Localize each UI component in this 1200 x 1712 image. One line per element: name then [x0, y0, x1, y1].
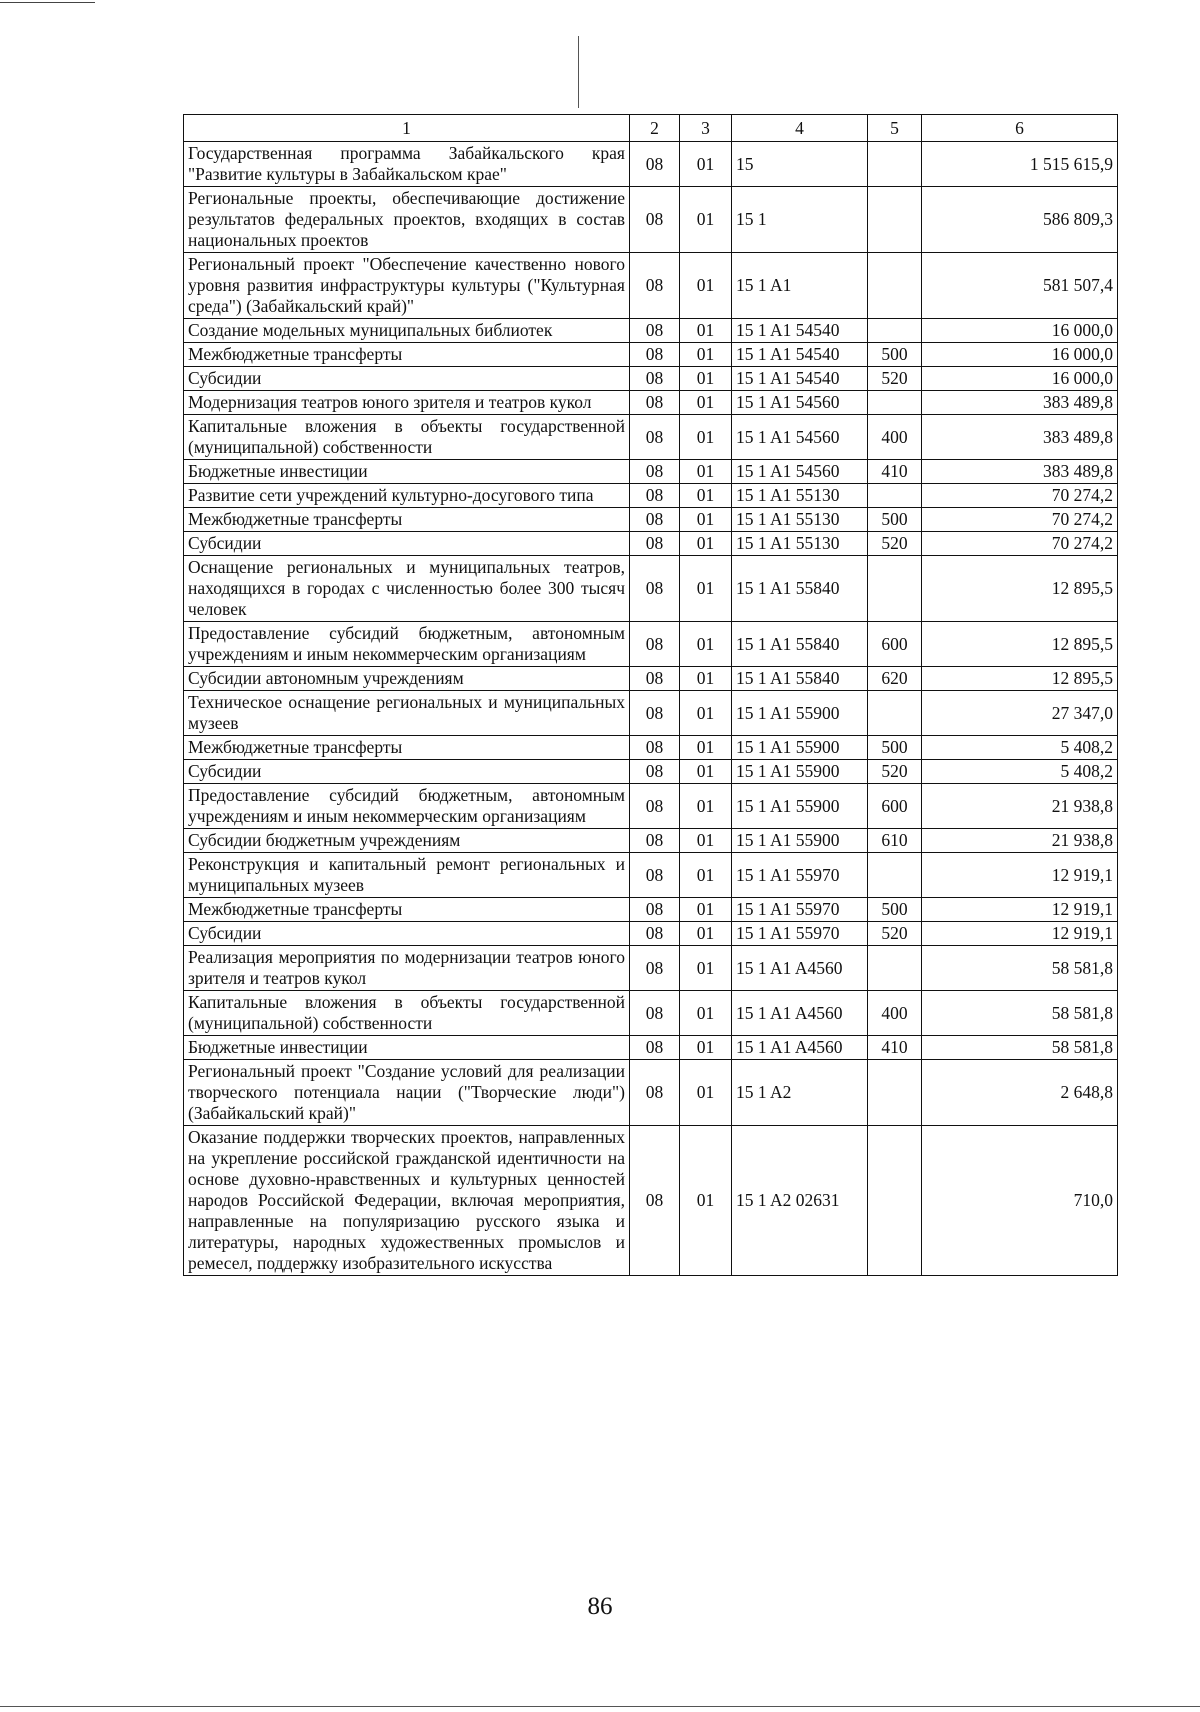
table-row: [184, 1036, 1118, 1060]
row-expense-type-cell: [868, 946, 922, 991]
row-expense-type-cell: [868, 556, 922, 622]
row-subsection-cell: 01: [680, 760, 732, 784]
row-amount-cell: 27 347,0: [922, 691, 1118, 736]
row-section-cell: 08: [630, 142, 680, 187]
row-amount-cell: 12 895,5: [922, 622, 1118, 667]
row-expense-type-cell: 620: [868, 667, 922, 691]
row-amount-cell: 58 581,8: [922, 946, 1118, 991]
row-name-cell: Бюджетные инвестиции: [184, 460, 630, 484]
row-amount-cell: 383 489,8: [922, 415, 1118, 460]
row-section-cell: 08: [630, 622, 680, 667]
table-row: [184, 460, 1118, 484]
row-section-cell: 08: [630, 853, 680, 898]
row-name-cell: Субсидии бюджетным учреждениям: [184, 829, 630, 853]
row-amount-cell: 12 919,1: [922, 922, 1118, 946]
scan-fold-line: [578, 36, 579, 108]
row-subsection-cell: 01: [680, 1060, 732, 1126]
row-expense-type-cell: 520: [868, 760, 922, 784]
row-subsection-cell: 01: [680, 460, 732, 484]
row-expense-type-cell: 500: [868, 898, 922, 922]
row-subsection-cell: 01: [680, 367, 732, 391]
row-subsection-cell: 01: [680, 784, 732, 829]
row-target-article-cell: 15 1 A1 54560: [732, 391, 868, 415]
row-expense-type-cell: 610: [868, 829, 922, 853]
table-body: [184, 142, 1118, 1276]
row-subsection-cell: 01: [680, 898, 732, 922]
row-name-cell: Реализация мероприятия по модернизации театров юного зрителя и театров кукол: [184, 946, 630, 991]
table-row: [184, 556, 1118, 622]
row-name-cell: Бюджетные инвестиции: [184, 1036, 630, 1060]
header-col-2: 2: [630, 115, 680, 142]
row-subsection-cell: 01: [680, 187, 732, 253]
row-target-article-cell: 15 1 A1 55840: [732, 667, 868, 691]
row-target-article-cell: 15 1 A1 54540: [732, 319, 868, 343]
row-name-cell: Региональный проект "Обеспечение качественно нового уровня развития инфраструктуры культуры ("Культурная среда") (Забайкальский край)": [184, 253, 630, 319]
row-amount-cell: 16 000,0: [922, 319, 1118, 343]
row-subsection-cell: 01: [680, 736, 732, 760]
row-expense-type-cell: [868, 853, 922, 898]
row-expense-type-cell: 520: [868, 367, 922, 391]
row-target-article-cell: 15 1 A1 55840: [732, 556, 868, 622]
row-target-article-cell: 15 1 A1 55130: [732, 484, 868, 508]
row-target-article-cell: 15 1 A1: [732, 253, 868, 319]
row-section-cell: 08: [630, 556, 680, 622]
row-name-cell: Техническое оснащение региональных и муниципальных музеев: [184, 691, 630, 736]
row-section-cell: 08: [630, 508, 680, 532]
table-header-row: [184, 115, 1118, 142]
row-section-cell: 08: [630, 343, 680, 367]
row-target-article-cell: 15 1 A1 55970: [732, 922, 868, 946]
budget-table: [183, 114, 1118, 1276]
header-col-6: 6: [922, 115, 1118, 142]
scan-edge-line-top: [0, 2, 95, 3]
row-amount-cell: 16 000,0: [922, 367, 1118, 391]
row-name-cell: Субсидии: [184, 922, 630, 946]
row-amount-cell: 586 809,3: [922, 187, 1118, 253]
row-name-cell: Капитальные вложения в объекты государственной (муниципальной) собственности: [184, 415, 630, 460]
row-section-cell: 08: [630, 736, 680, 760]
row-name-cell: Государственная программа Забайкальского края "Развитие культуры в Забайкальском крае": [184, 142, 630, 187]
row-target-article-cell: 15 1 A1 A4560: [732, 1036, 868, 1060]
row-subsection-cell: 01: [680, 922, 732, 946]
row-name-cell: Оказание поддержки творческих проектов, направленных на укрепление российской гражданской идентичности на основе духовно-нравственных и культурных ценностей народов Российской Федерации, включая мероприятия, направленные на популяризацию русского языка и литературы, народных художественных промыслов и ремесел, поддержку изобразительного искусства: [184, 1126, 630, 1276]
row-section-cell: 08: [630, 367, 680, 391]
table-row: [184, 922, 1118, 946]
row-expense-type-cell: 500: [868, 736, 922, 760]
row-amount-cell: 70 274,2: [922, 532, 1118, 556]
table-row: [184, 946, 1118, 991]
row-expense-type-cell: [868, 484, 922, 508]
row-amount-cell: 5 408,2: [922, 736, 1118, 760]
table-row: [184, 319, 1118, 343]
row-subsection-cell: 01: [680, 508, 732, 532]
row-amount-cell: 58 581,8: [922, 991, 1118, 1036]
row-subsection-cell: 01: [680, 1036, 732, 1060]
row-expense-type-cell: [868, 253, 922, 319]
row-section-cell: 08: [630, 760, 680, 784]
row-target-article-cell: 15 1 A1 54540: [732, 367, 868, 391]
row-name-cell: Межбюджетные трансферты: [184, 508, 630, 532]
row-subsection-cell: 01: [680, 142, 732, 187]
row-subsection-cell: 01: [680, 622, 732, 667]
row-target-article-cell: 15 1: [732, 187, 868, 253]
row-section-cell: 08: [630, 253, 680, 319]
table-row: [184, 736, 1118, 760]
row-expense-type-cell: 500: [868, 508, 922, 532]
row-amount-cell: 383 489,8: [922, 391, 1118, 415]
row-section-cell: 08: [630, 829, 680, 853]
row-section-cell: 08: [630, 1060, 680, 1126]
row-target-article-cell: 15 1 A1 55900: [732, 691, 868, 736]
row-target-article-cell: 15 1 A2: [732, 1060, 868, 1126]
table-row: [184, 991, 1118, 1036]
table-row: [184, 760, 1118, 784]
row-amount-cell: 16 000,0: [922, 343, 1118, 367]
table-row: [184, 415, 1118, 460]
row-subsection-cell: 01: [680, 343, 732, 367]
row-target-article-cell: 15 1 A1 54540: [732, 343, 868, 367]
row-amount-cell: 710,0: [922, 1126, 1118, 1276]
row-subsection-cell: 01: [680, 319, 732, 343]
row-subsection-cell: 01: [680, 829, 732, 853]
row-target-article-cell: 15 1 A1 54560: [732, 415, 868, 460]
table-row: [184, 367, 1118, 391]
table-row: [184, 187, 1118, 253]
table-row: [184, 622, 1118, 667]
row-expense-type-cell: 410: [868, 460, 922, 484]
table-row: [184, 391, 1118, 415]
row-target-article-cell: 15 1 A1 55900: [732, 829, 868, 853]
row-section-cell: 08: [630, 391, 680, 415]
row-name-cell: Межбюджетные трансферты: [184, 736, 630, 760]
row-subsection-cell: 01: [680, 853, 732, 898]
header-col-3: 3: [680, 115, 732, 142]
row-target-article-cell: 15 1 A1 55840: [732, 622, 868, 667]
row-subsection-cell: 01: [680, 532, 732, 556]
row-subsection-cell: 01: [680, 391, 732, 415]
row-expense-type-cell: 400: [868, 991, 922, 1036]
row-amount-cell: 5 408,2: [922, 760, 1118, 784]
row-section-cell: 08: [630, 991, 680, 1036]
row-target-article-cell: 15 1 A1 55970: [732, 853, 868, 898]
row-section-cell: 08: [630, 319, 680, 343]
row-name-cell: Региональный проект "Создание условий для реализации творческого потенциала нации ("Творческие люди") (Забайкальский край)": [184, 1060, 630, 1126]
row-amount-cell: 12 895,5: [922, 556, 1118, 622]
row-name-cell: Субсидии: [184, 367, 630, 391]
row-name-cell: Капитальные вложения в объекты государственной (муниципальной) собственности: [184, 991, 630, 1036]
page-number: 86: [587, 1593, 613, 1620]
row-amount-cell: 12 919,1: [922, 898, 1118, 922]
row-expense-type-cell: [868, 187, 922, 253]
row-expense-type-cell: 500: [868, 343, 922, 367]
row-expense-type-cell: [868, 691, 922, 736]
row-section-cell: 08: [630, 1126, 680, 1276]
row-expense-type-cell: 600: [868, 622, 922, 667]
row-section-cell: 08: [630, 667, 680, 691]
row-section-cell: 08: [630, 1036, 680, 1060]
row-amount-cell: 58 581,8: [922, 1036, 1118, 1060]
table-row: [184, 784, 1118, 829]
row-subsection-cell: 01: [680, 253, 732, 319]
row-amount-cell: 70 274,2: [922, 484, 1118, 508]
row-name-cell: Предоставление субсидий бюджетным, автономным учреждениям и иным некоммерческим организациям: [184, 784, 630, 829]
row-expense-type-cell: 400: [868, 415, 922, 460]
table-row: [184, 142, 1118, 187]
row-target-article-cell: 15 1 A1 55970: [732, 898, 868, 922]
row-expense-type-cell: 600: [868, 784, 922, 829]
row-expense-type-cell: [868, 391, 922, 415]
table-row: [184, 508, 1118, 532]
row-target-article-cell: 15 1 A1 55130: [732, 508, 868, 532]
row-amount-cell: 12 919,1: [922, 853, 1118, 898]
row-name-cell: Модернизация театров юного зрителя и театров кукол: [184, 391, 630, 415]
table-row: [184, 484, 1118, 508]
row-target-article-cell: 15: [732, 142, 868, 187]
row-target-article-cell: 15 1 A1 A4560: [732, 946, 868, 991]
row-subsection-cell: 01: [680, 1126, 732, 1276]
row-target-article-cell: 15 1 A1 54560: [732, 460, 868, 484]
row-name-cell: Субсидии автономным учреждениям: [184, 667, 630, 691]
row-section-cell: 08: [630, 484, 680, 508]
row-expense-type-cell: [868, 1060, 922, 1126]
table-row: [184, 667, 1118, 691]
row-subsection-cell: 01: [680, 484, 732, 508]
row-target-article-cell: 15 1 A1 A4560: [732, 991, 868, 1036]
row-section-cell: 08: [630, 898, 680, 922]
row-expense-type-cell: 410: [868, 1036, 922, 1060]
table-row: [184, 253, 1118, 319]
row-target-article-cell: 15 1 A1 55130: [732, 532, 868, 556]
row-amount-cell: 383 489,8: [922, 460, 1118, 484]
header-col-5: 5: [868, 115, 922, 142]
row-subsection-cell: 01: [680, 946, 732, 991]
table-row: [184, 829, 1118, 853]
row-name-cell: Создание модельных муниципальных библиотек: [184, 319, 630, 343]
row-subsection-cell: 01: [680, 991, 732, 1036]
table-row: [184, 691, 1118, 736]
row-expense-type-cell: 520: [868, 532, 922, 556]
row-expense-type-cell: 520: [868, 922, 922, 946]
row-section-cell: 08: [630, 415, 680, 460]
scan-edge-line-bottom: [0, 1706, 1200, 1707]
row-section-cell: 08: [630, 784, 680, 829]
row-name-cell: Реконструкция и капитальный ремонт региональных и муниципальных музеев: [184, 853, 630, 898]
row-name-cell: Субсидии: [184, 760, 630, 784]
row-name-cell: Региональные проекты, обеспечивающие достижение результатов федеральных проектов, входящих в состав национальных проектов: [184, 187, 630, 253]
row-section-cell: 08: [630, 946, 680, 991]
row-target-article-cell: 15 1 A1 55900: [732, 736, 868, 760]
row-subsection-cell: 01: [680, 667, 732, 691]
table-row: [184, 1060, 1118, 1126]
table-row: [184, 1126, 1118, 1276]
row-amount-cell: 12 895,5: [922, 667, 1118, 691]
row-amount-cell: 1 515 615,9: [922, 142, 1118, 187]
table-row: [184, 898, 1118, 922]
header-col-1: 1: [184, 115, 630, 142]
row-target-article-cell: 15 1 A2 02631: [732, 1126, 868, 1276]
row-expense-type-cell: [868, 142, 922, 187]
row-name-cell: Межбюджетные трансферты: [184, 898, 630, 922]
row-subsection-cell: 01: [680, 415, 732, 460]
row-expense-type-cell: [868, 1126, 922, 1276]
row-amount-cell: 21 938,8: [922, 784, 1118, 829]
row-name-cell: Субсидии: [184, 532, 630, 556]
row-name-cell: Развитие сети учреждений культурно-досугового типа: [184, 484, 630, 508]
row-name-cell: Предоставление субсидий бюджетным, автономным учреждениям и иным некоммерческим организациям: [184, 622, 630, 667]
row-section-cell: 08: [630, 187, 680, 253]
row-name-cell: Межбюджетные трансферты: [184, 343, 630, 367]
header-col-4: 4: [732, 115, 868, 142]
row-amount-cell: 21 938,8: [922, 829, 1118, 853]
row-section-cell: 08: [630, 532, 680, 556]
row-expense-type-cell: [868, 319, 922, 343]
row-section-cell: 08: [630, 691, 680, 736]
row-amount-cell: 581 507,4: [922, 253, 1118, 319]
row-target-article-cell: 15 1 A1 55900: [732, 784, 868, 829]
row-section-cell: 08: [630, 922, 680, 946]
row-target-article-cell: 15 1 A1 55900: [732, 760, 868, 784]
table-row: [184, 532, 1118, 556]
row-section-cell: 08: [630, 460, 680, 484]
row-name-cell: Оснащение региональных и муниципальных театров, находящихся в городах с численностью более 300 тысяч человек: [184, 556, 630, 622]
row-amount-cell: 70 274,2: [922, 508, 1118, 532]
row-subsection-cell: 01: [680, 691, 732, 736]
row-amount-cell: 2 648,8: [922, 1060, 1118, 1126]
table-row: [184, 343, 1118, 367]
table-row: [184, 853, 1118, 898]
row-subsection-cell: 01: [680, 556, 732, 622]
